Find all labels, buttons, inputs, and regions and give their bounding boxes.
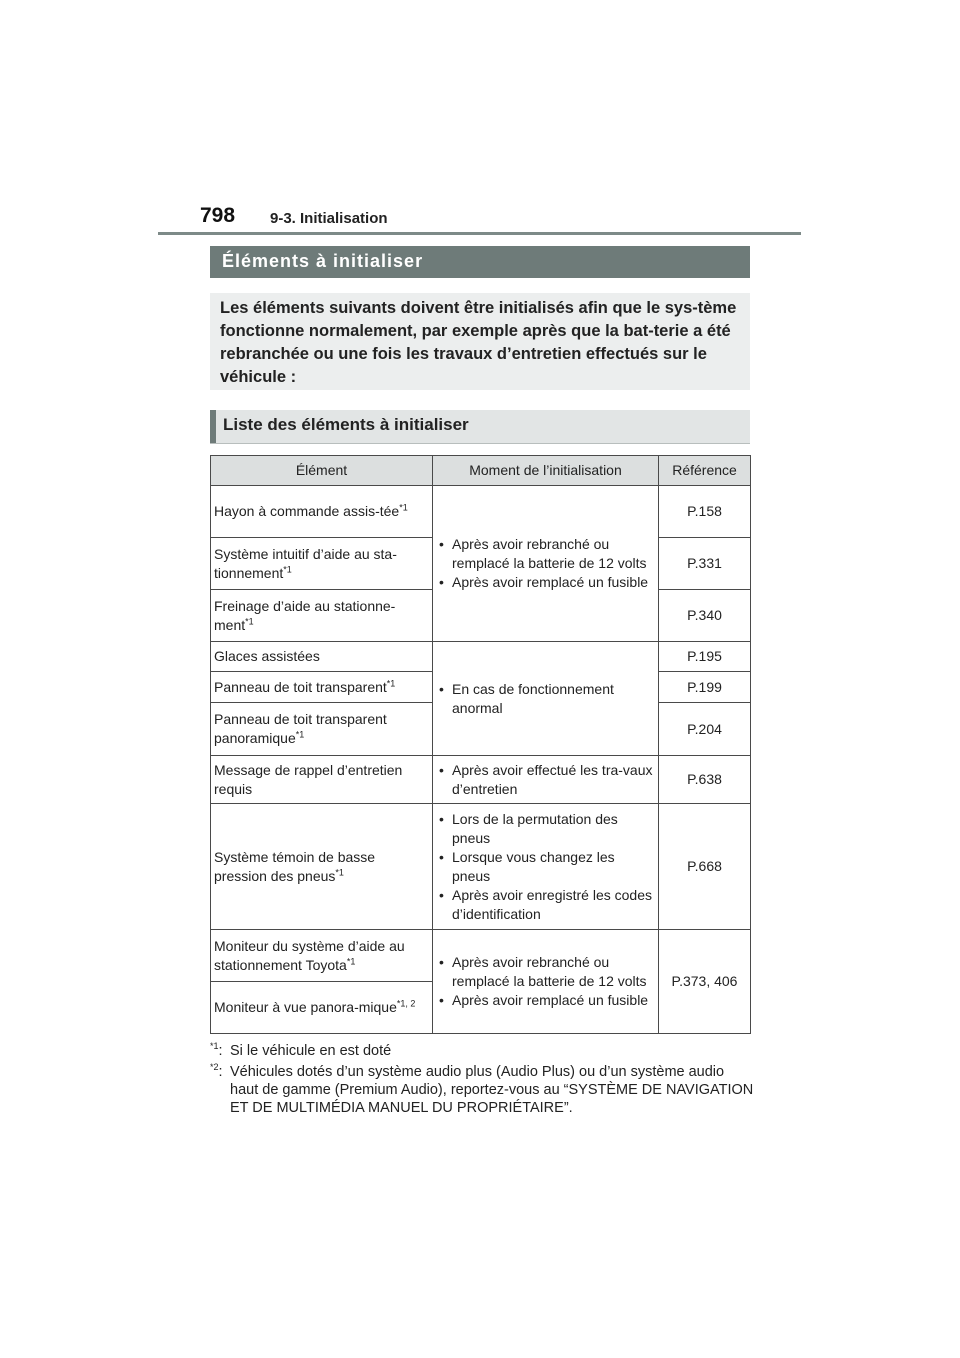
moment-cell xyxy=(433,756,659,804)
moment-bullet: • Après avoir effectué les tra-vaux d’entretien xyxy=(436,761,655,799)
footnote-ref: *1 xyxy=(346,955,356,966)
reference-cell: P.331 xyxy=(659,538,751,590)
element-cell: Glaces assistées xyxy=(211,642,433,672)
table-row xyxy=(211,804,751,930)
initialization-table xyxy=(210,455,751,1034)
footnote-text: Véhicules dotés d’un système audio plus (Audio Plus) ou d’un système audio haut de gamme (Premium Audio), reportez-vous au “SYSTÈME DE NAVIGATION ET DE MULTIMÉDIA MANUEL DU PROPRIÉTAIRE”. xyxy=(230,1064,754,1116)
moment-bullet: • Après avoir rebranché ou remplacé la batterie de 12 volts xyxy=(436,953,655,991)
moment-cell xyxy=(433,804,659,930)
subheading-band xyxy=(210,410,750,444)
section-title-band xyxy=(210,246,750,278)
element-cell: Système témoin de basse pression des pneus$^{*1}$ xyxy=(211,804,433,930)
reference-cell: P.195 xyxy=(659,642,751,672)
section-label: 9-3. Initialisation xyxy=(270,210,388,227)
reference-cell: P.199 xyxy=(659,672,751,703)
subheading-accent-bar xyxy=(210,410,216,443)
element-cell: Freinage d’aide au stationne-ment$^{*1}$ xyxy=(211,590,433,642)
footnotes xyxy=(210,1042,755,1120)
moment-bullet: • Après avoir rebranché ou remplacé la batterie de 12 volts xyxy=(436,535,655,573)
table-row xyxy=(211,930,751,982)
moment-cell xyxy=(433,486,659,642)
table-row xyxy=(211,486,751,538)
page-header xyxy=(158,200,801,236)
moment-cell xyxy=(433,930,659,1034)
footnote-text: Si le véhicule en est doté xyxy=(230,1043,392,1059)
footnote-ref: *1 xyxy=(245,615,254,626)
moment-bullet: • Après avoir remplacé un fusible xyxy=(436,991,655,1010)
moment-cell xyxy=(433,642,659,756)
footnote-ref: *1, 2 xyxy=(396,998,416,1009)
footnote-ref: *1 xyxy=(399,502,408,513)
moment-bullet: • En cas de fonctionnement anormal xyxy=(436,680,655,718)
header-moment: Moment de l’initialisation xyxy=(433,456,659,486)
section-title: Éléments à initialiser xyxy=(222,251,424,271)
table-header-row xyxy=(211,456,751,486)
reference-cell: P.373, 406 xyxy=(659,930,751,1034)
footnote-ref: *1 xyxy=(335,866,344,877)
reference-cell: P.158 xyxy=(659,486,751,538)
footnote-2: $^{*2}$: Véhicules dotés d’un système audio plus (Audio Plus) ou d’un système audio haut de gamme (Premium Audio), reportez-vous au “SYSTÈME DE NAVIGATION ET DE MULTIMÉDIA MANUEL DU PROPRIÉTAIRE”. xyxy=(210,1062,754,1116)
reference-cell: P.340 xyxy=(659,590,751,642)
moment-bullet: • Lorsque vous changez les pneus xyxy=(436,848,655,886)
reference-cell: P.668 xyxy=(659,804,751,930)
header-reference: Référence xyxy=(659,456,751,486)
table-row xyxy=(211,642,751,672)
element-cell: Hayon à commande assis-tée$^{*1}$ xyxy=(211,486,433,538)
reference-cell: P.638 xyxy=(659,756,751,804)
intro-box xyxy=(210,293,750,390)
intro-text: Les éléments suivants doivent être initialisés afin que le sys-tème fonctionne normalement, par exemple après que la bat-terie a été rebranchée ou une fois les travaux d’entretien effectués sur le véhicule : xyxy=(220,299,737,386)
page-number: 798 xyxy=(200,204,236,227)
table-row xyxy=(211,756,751,804)
footnote-mark: *1 xyxy=(210,1041,219,1052)
footnote-ref: *1 xyxy=(295,729,305,740)
header-divider xyxy=(158,232,801,235)
moment-bullet: • Lors de la permutation des pneus xyxy=(436,810,655,848)
moment-bullet: • Après avoir enregistré les codes d’identification xyxy=(436,886,655,924)
footnote-mark: *2 xyxy=(210,1062,219,1073)
footnote-1: $^{*1}$: Si le véhicule en est doté xyxy=(210,1041,392,1059)
footnote-ref: *1 xyxy=(386,677,396,688)
header-element: Élément xyxy=(211,456,433,486)
element-cell: Système intuitif d’aide au sta-tionnement$^{*1}$ xyxy=(211,538,433,590)
element-cell: Message de rappel d’entretien requis xyxy=(211,756,433,804)
element-cell: Panneau de toit transparent$^{*1}$ xyxy=(211,672,433,703)
moment-bullet: • Après avoir remplacé un fusible xyxy=(436,573,655,592)
element-cell: Moniteur à vue panora-mique$^{*1, 2}$ xyxy=(211,982,433,1034)
subheading: Liste des éléments à initialiser xyxy=(223,415,469,434)
element-cell: Panneau de toit transparent panoramique$^{*1}$ xyxy=(211,703,433,756)
element-cell: Moniteur du système d’aide au stationnement Toyota$^{*1}$ xyxy=(211,930,433,982)
footnote-ref: *1 xyxy=(283,563,292,574)
reference-cell: P.204 xyxy=(659,703,751,756)
